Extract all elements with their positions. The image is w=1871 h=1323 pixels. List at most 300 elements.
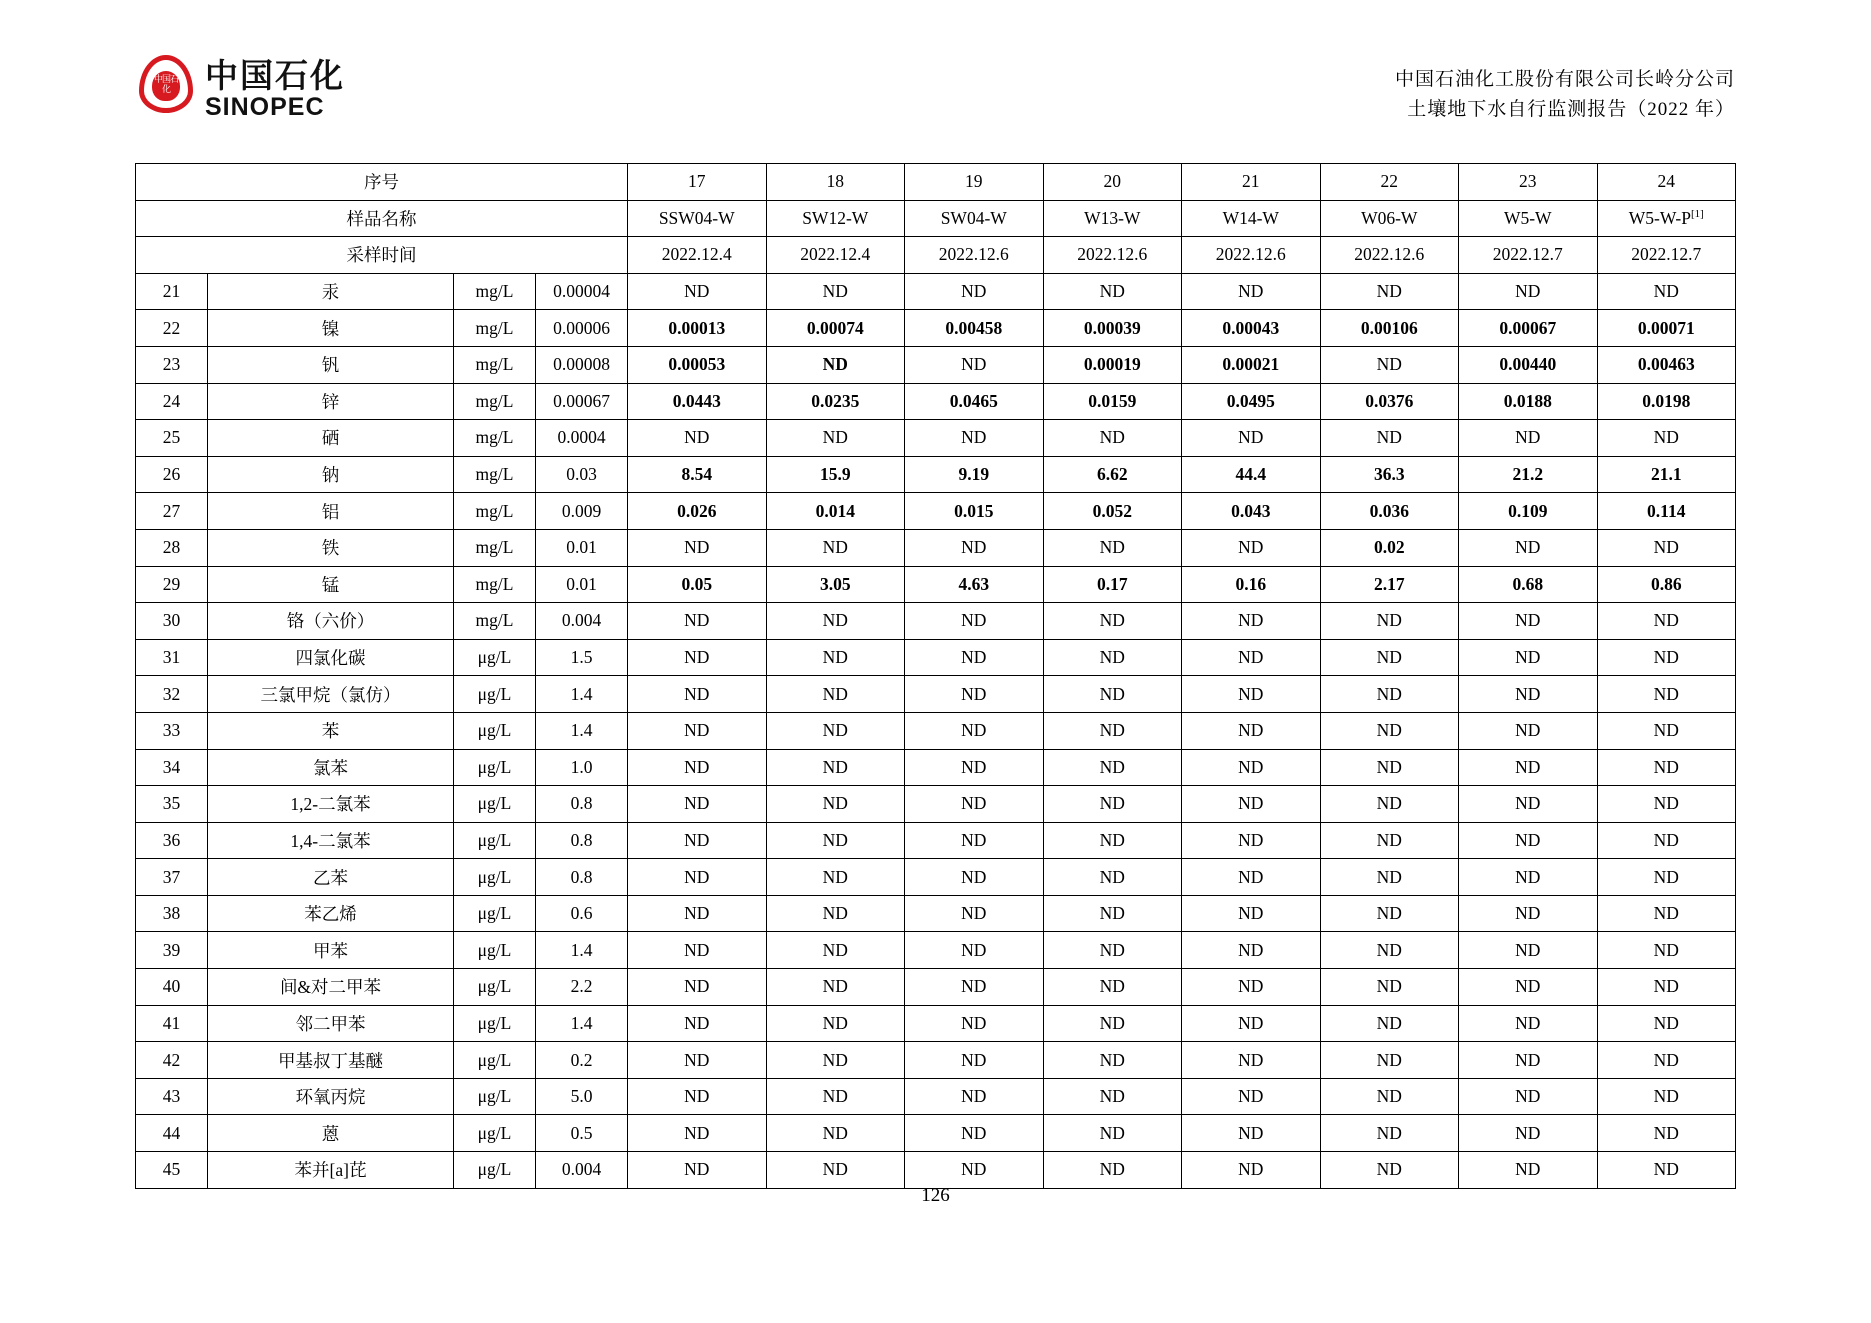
row-number: 44	[136, 1115, 208, 1152]
row-value: ND	[766, 1115, 905, 1152]
row-value: ND	[1043, 420, 1182, 457]
row-value: ND	[1320, 786, 1459, 823]
row-value: ND	[1597, 1152, 1736, 1189]
row-analyte-name: 铬（六价）	[208, 603, 454, 640]
row-unit: μg/L	[454, 859, 536, 896]
row-value: 0.015	[905, 493, 1044, 530]
row-analyte-name: 硒	[208, 420, 454, 457]
row-value: ND	[905, 1005, 1044, 1042]
row-unit: μg/L	[454, 1005, 536, 1042]
row-value: ND	[766, 420, 905, 457]
table-row	[136, 273, 1736, 310]
sample-name-7: W5-W-P[1]	[1597, 200, 1736, 237]
row-value: ND	[1459, 822, 1598, 859]
row-value: ND	[1597, 1078, 1736, 1115]
row-number: 35	[136, 786, 208, 823]
row-value: ND	[905, 529, 1044, 566]
row-value: ND	[905, 676, 1044, 713]
row-value: ND	[1597, 749, 1736, 786]
row-value: ND	[1597, 603, 1736, 640]
row-detection-limit: 0.03	[536, 456, 628, 493]
row-value: 0.00039	[1043, 310, 1182, 347]
row-value: ND	[1459, 859, 1598, 896]
sample-index-2: 19	[905, 164, 1044, 201]
row-number: 37	[136, 859, 208, 896]
table-row	[136, 676, 1736, 713]
row-value: ND	[1043, 712, 1182, 749]
page-header	[135, 55, 1735, 135]
row-value: ND	[1182, 932, 1321, 969]
row-value: ND	[1182, 749, 1321, 786]
row-value: ND	[1320, 822, 1459, 859]
row-detection-limit: 0.00067	[536, 383, 628, 420]
sample-name-2: SW04-W	[905, 200, 1044, 237]
row-value: 6.62	[1043, 456, 1182, 493]
row-number: 21	[136, 273, 208, 310]
row-value: ND	[1597, 932, 1736, 969]
row-value: ND	[1597, 1005, 1736, 1042]
row-detection-limit: 1.4	[536, 932, 628, 969]
row-number: 42	[136, 1042, 208, 1079]
row-value: 0.00106	[1320, 310, 1459, 347]
sinopec-logo	[135, 55, 345, 123]
row-value: ND	[628, 676, 767, 713]
row-value: 0.052	[1043, 493, 1182, 530]
row-value: ND	[628, 859, 767, 896]
row-value: ND	[905, 1078, 1044, 1115]
row-detection-limit: 1.0	[536, 749, 628, 786]
row-value: ND	[628, 786, 767, 823]
row-unit: μg/L	[454, 1042, 536, 1079]
row-number: 26	[136, 456, 208, 493]
row-value: ND	[1320, 895, 1459, 932]
table-row	[136, 529, 1736, 566]
row-value: ND	[1597, 786, 1736, 823]
row-detection-limit: 0.00006	[536, 310, 628, 347]
row-value: 0.00463	[1597, 346, 1736, 383]
row-analyte-name: 钒	[208, 346, 454, 383]
row-unit: μg/L	[454, 1115, 536, 1152]
row-value: ND	[1597, 859, 1736, 896]
row-unit: μg/L	[454, 749, 536, 786]
sample-name-5: W06-W	[1320, 200, 1459, 237]
row-value: ND	[1597, 969, 1736, 1006]
sample-time-7: 2022.12.7	[1597, 237, 1736, 274]
row-value: 0.00071	[1597, 310, 1736, 347]
row-detection-limit: 5.0	[536, 1078, 628, 1115]
row-value: 21.2	[1459, 456, 1598, 493]
row-detection-limit: 0.5	[536, 1115, 628, 1152]
table-row	[136, 1005, 1736, 1042]
row-value: ND	[905, 420, 1044, 457]
row-value: ND	[1043, 822, 1182, 859]
sample-time-1: 2022.12.4	[766, 237, 905, 274]
sample-index-7: 24	[1597, 164, 1736, 201]
row-value: ND	[1320, 639, 1459, 676]
row-value: ND	[1597, 420, 1736, 457]
sinopec-logo-icon	[135, 55, 197, 123]
row-detection-limit: 1.4	[536, 712, 628, 749]
row-value: 36.3	[1320, 456, 1459, 493]
row-value: ND	[766, 932, 905, 969]
row-value: ND	[1182, 712, 1321, 749]
row-value: ND	[905, 346, 1044, 383]
table-row	[136, 1042, 1736, 1079]
row-value: ND	[766, 712, 905, 749]
sample-index-5: 22	[1320, 164, 1459, 201]
row-unit: mg/L	[454, 529, 536, 566]
row-value: ND	[1320, 420, 1459, 457]
header-label-index: 序号	[136, 164, 628, 201]
sample-index-4: 21	[1182, 164, 1321, 201]
row-value: 0.0188	[1459, 383, 1598, 420]
row-value: ND	[628, 529, 767, 566]
sample-name-0: SSW04-W	[628, 200, 767, 237]
row-value: 0.17	[1043, 566, 1182, 603]
row-analyte-name: 甲基叔丁基醚	[208, 1042, 454, 1079]
row-value: ND	[905, 603, 1044, 640]
row-value: ND	[1182, 969, 1321, 1006]
row-value: ND	[1597, 822, 1736, 859]
row-value: ND	[628, 1005, 767, 1042]
row-value: ND	[1459, 1005, 1598, 1042]
row-value: ND	[766, 822, 905, 859]
table-row	[136, 786, 1736, 823]
table-header-index-row	[136, 164, 1736, 201]
row-detection-limit: 0.2	[536, 1042, 628, 1079]
row-value: ND	[628, 420, 767, 457]
row-detection-limit: 0.6	[536, 895, 628, 932]
row-detection-limit: 0.8	[536, 822, 628, 859]
row-value: 0.02	[1320, 529, 1459, 566]
row-value: ND	[766, 1078, 905, 1115]
row-value: ND	[905, 749, 1044, 786]
row-value: ND	[628, 932, 767, 969]
row-value: ND	[1182, 1042, 1321, 1079]
row-value: 0.00053	[628, 346, 767, 383]
row-value: ND	[1182, 1115, 1321, 1152]
row-value: 8.54	[628, 456, 767, 493]
sample-time-6: 2022.12.7	[1459, 237, 1598, 274]
row-number: 27	[136, 493, 208, 530]
row-value: ND	[766, 273, 905, 310]
row-number: 45	[136, 1152, 208, 1189]
row-value: ND	[1182, 859, 1321, 896]
row-value: 0.036	[1320, 493, 1459, 530]
row-detection-limit: 2.2	[536, 969, 628, 1006]
table-row	[136, 420, 1736, 457]
row-unit: μg/L	[454, 969, 536, 1006]
row-value: 2.17	[1320, 566, 1459, 603]
sample-index-6: 23	[1459, 164, 1598, 201]
table-row	[136, 346, 1736, 383]
page-number: 126	[921, 1185, 950, 1206]
row-value: 0.00019	[1043, 346, 1182, 383]
row-value: ND	[628, 1152, 767, 1189]
row-value: 44.4	[1182, 456, 1321, 493]
row-value: ND	[628, 1078, 767, 1115]
row-value: 0.0159	[1043, 383, 1182, 420]
row-value: ND	[1320, 273, 1459, 310]
row-number: 23	[136, 346, 208, 383]
row-value: ND	[1459, 786, 1598, 823]
row-value: 0.0443	[628, 383, 767, 420]
row-value: ND	[1043, 969, 1182, 1006]
row-detection-limit: 1.4	[536, 676, 628, 713]
row-unit: mg/L	[454, 493, 536, 530]
row-value: ND	[766, 1042, 905, 1079]
row-number: 41	[136, 1005, 208, 1042]
header-label-sample-time: 采样时间	[136, 237, 628, 274]
row-analyte-name: 1,2-二氯苯	[208, 786, 454, 823]
row-value: ND	[1182, 420, 1321, 457]
row-value: ND	[1320, 1078, 1459, 1115]
row-value: ND	[1043, 639, 1182, 676]
row-value: 3.05	[766, 566, 905, 603]
row-unit: mg/L	[454, 273, 536, 310]
row-value: ND	[1320, 712, 1459, 749]
row-value: 0.00021	[1182, 346, 1321, 383]
row-value: ND	[905, 639, 1044, 676]
row-unit: mg/L	[454, 420, 536, 457]
row-detection-limit: 0.004	[536, 603, 628, 640]
sample-name-3: W13-W	[1043, 200, 1182, 237]
row-unit: μg/L	[454, 676, 536, 713]
table-row	[136, 1152, 1736, 1189]
table-row	[136, 712, 1736, 749]
row-value: ND	[905, 273, 1044, 310]
row-unit: μg/L	[454, 712, 536, 749]
row-value: 0.026	[628, 493, 767, 530]
row-value: ND	[1459, 712, 1598, 749]
row-number: 33	[136, 712, 208, 749]
row-value: ND	[1459, 895, 1598, 932]
row-analyte-name: 苯乙烯	[208, 895, 454, 932]
row-value: ND	[1597, 1115, 1736, 1152]
row-analyte-name: 氯苯	[208, 749, 454, 786]
table-row	[136, 822, 1736, 859]
row-value: ND	[766, 1005, 905, 1042]
row-value: ND	[1182, 529, 1321, 566]
header-org-line2: 土壤地下水自行监测报告（2022 年）	[1407, 99, 1735, 120]
row-value: 0.05	[628, 566, 767, 603]
row-value: ND	[628, 822, 767, 859]
row-value: ND	[766, 603, 905, 640]
table-row	[136, 383, 1736, 420]
row-value: ND	[1459, 749, 1598, 786]
row-value: ND	[628, 895, 767, 932]
row-number: 43	[136, 1078, 208, 1115]
logo-inner-text: 中国石化	[152, 71, 180, 101]
row-value: ND	[1320, 676, 1459, 713]
row-value: 15.9	[766, 456, 905, 493]
row-value: ND	[1320, 346, 1459, 383]
row-unit: μg/L	[454, 932, 536, 969]
row-value: ND	[1043, 603, 1182, 640]
row-unit: μg/L	[454, 639, 536, 676]
row-number: 24	[136, 383, 208, 420]
row-value: 0.00043	[1182, 310, 1321, 347]
row-value: ND	[1182, 603, 1321, 640]
row-value: ND	[766, 786, 905, 823]
row-value: ND	[1320, 1115, 1459, 1152]
row-detection-limit: 0.8	[536, 786, 628, 823]
row-value: ND	[1043, 1115, 1182, 1152]
row-value: ND	[766, 639, 905, 676]
row-analyte-name: 四氯化碳	[208, 639, 454, 676]
row-number: 29	[136, 566, 208, 603]
sample-name-4: W14-W	[1182, 200, 1321, 237]
row-value: ND	[1043, 749, 1182, 786]
row-number: 25	[136, 420, 208, 457]
row-value: 0.0198	[1597, 383, 1736, 420]
row-unit: μg/L	[454, 822, 536, 859]
row-value: 0.00458	[905, 310, 1044, 347]
table-header-sample-time-row	[136, 237, 1736, 274]
row-value: ND	[1182, 1005, 1321, 1042]
row-value: ND	[905, 1115, 1044, 1152]
row-detection-limit: 0.009	[536, 493, 628, 530]
row-value: 0.0235	[766, 383, 905, 420]
row-value: ND	[905, 969, 1044, 1006]
row-value: 0.114	[1597, 493, 1736, 530]
row-unit: mg/L	[454, 456, 536, 493]
row-value: ND	[905, 932, 1044, 969]
sample-name-1: SW12-W	[766, 200, 905, 237]
row-value: 0.00074	[766, 310, 905, 347]
row-value: ND	[1459, 932, 1598, 969]
sample-name-6: W5-W	[1459, 200, 1598, 237]
row-value: ND	[1182, 639, 1321, 676]
row-analyte-name: 钠	[208, 456, 454, 493]
row-value: ND	[1043, 932, 1182, 969]
row-detection-limit: 0.01	[536, 529, 628, 566]
sample-time-0: 2022.12.4	[628, 237, 767, 274]
monitoring-data-table-wrapper	[135, 163, 1735, 1189]
row-value: ND	[1459, 676, 1598, 713]
row-value: 0.0376	[1320, 383, 1459, 420]
logo-chinese-name: 中国石化	[205, 56, 345, 94]
row-number: 36	[136, 822, 208, 859]
row-value: ND	[628, 603, 767, 640]
table-row	[136, 566, 1736, 603]
row-analyte-name: 蒽	[208, 1115, 454, 1152]
row-value: 0.00067	[1459, 310, 1598, 347]
row-value: ND	[1459, 639, 1598, 676]
row-detection-limit: 0.0004	[536, 420, 628, 457]
row-value: ND	[766, 529, 905, 566]
row-value: ND	[905, 895, 1044, 932]
row-value: ND	[905, 712, 1044, 749]
row-value: ND	[1043, 1078, 1182, 1115]
row-value: ND	[628, 1115, 767, 1152]
row-value: ND	[1459, 1152, 1598, 1189]
row-value: ND	[766, 676, 905, 713]
row-value: ND	[1597, 1042, 1736, 1079]
row-value: ND	[1043, 1152, 1182, 1189]
row-detection-limit: 0.004	[536, 1152, 628, 1189]
row-unit: μg/L	[454, 1078, 536, 1115]
row-value: ND	[1182, 273, 1321, 310]
row-analyte-name: 铁	[208, 529, 454, 566]
table-row	[136, 310, 1736, 347]
row-value: ND	[1182, 1152, 1321, 1189]
monitoring-data-table	[135, 163, 1736, 1189]
row-value: ND	[1320, 603, 1459, 640]
row-value: ND	[1459, 273, 1598, 310]
row-detection-limit: 0.00004	[536, 273, 628, 310]
sample-time-2: 2022.12.6	[905, 237, 1044, 274]
table-row	[136, 493, 1736, 530]
row-analyte-name: 甲苯	[208, 932, 454, 969]
table-row	[136, 1078, 1736, 1115]
row-value: ND	[1320, 1005, 1459, 1042]
row-unit: mg/L	[454, 566, 536, 603]
row-analyte-name: 锰	[208, 566, 454, 603]
row-value: ND	[1459, 969, 1598, 1006]
row-number: 34	[136, 749, 208, 786]
header-org-info	[1395, 65, 1735, 125]
row-value: ND	[628, 1042, 767, 1079]
header-org-line1: 中国石油化工股份有限公司长岭分公司	[1394, 69, 1735, 90]
row-unit: mg/L	[454, 383, 536, 420]
sample-index-1: 18	[766, 164, 905, 201]
row-value: ND	[1182, 786, 1321, 823]
row-analyte-name: 乙苯	[208, 859, 454, 896]
logo-wordmark	[205, 58, 345, 121]
row-detection-limit: 0.00008	[536, 346, 628, 383]
table-header-sample-name-row	[136, 200, 1736, 237]
row-value: ND	[766, 749, 905, 786]
row-analyte-name: 苯	[208, 712, 454, 749]
row-value: ND	[1459, 1115, 1598, 1152]
row-unit: mg/L	[454, 346, 536, 383]
sample-time-4: 2022.12.6	[1182, 237, 1321, 274]
row-value: ND	[1182, 1078, 1321, 1115]
sample-index-0: 17	[628, 164, 767, 201]
row-number: 40	[136, 969, 208, 1006]
row-value: ND	[1320, 1152, 1459, 1189]
row-value: ND	[1182, 822, 1321, 859]
row-value: 0.00013	[628, 310, 767, 347]
row-value: ND	[1597, 529, 1736, 566]
row-unit: mg/L	[454, 603, 536, 640]
row-value: 4.63	[905, 566, 1044, 603]
row-value: ND	[1043, 895, 1182, 932]
row-value: 0.68	[1459, 566, 1598, 603]
row-analyte-name: 三氯甲烷（氯仿）	[208, 676, 454, 713]
row-value: 0.16	[1182, 566, 1321, 603]
row-value: ND	[905, 786, 1044, 823]
row-unit: μg/L	[454, 786, 536, 823]
row-detection-limit: 0.8	[536, 859, 628, 896]
row-value: ND	[1459, 603, 1598, 640]
table-row	[136, 895, 1736, 932]
row-number: 22	[136, 310, 208, 347]
row-value: ND	[1182, 895, 1321, 932]
row-value: ND	[628, 639, 767, 676]
row-value: ND	[1459, 1042, 1598, 1079]
row-value: ND	[1043, 1042, 1182, 1079]
row-value: 0.00440	[1459, 346, 1598, 383]
row-unit: mg/L	[454, 310, 536, 347]
table-row	[136, 603, 1736, 640]
row-analyte-name: 汞	[208, 273, 454, 310]
row-value: ND	[905, 859, 1044, 896]
row-analyte-name: 铝	[208, 493, 454, 530]
sample-time-5: 2022.12.6	[1320, 237, 1459, 274]
row-value: ND	[1043, 273, 1182, 310]
